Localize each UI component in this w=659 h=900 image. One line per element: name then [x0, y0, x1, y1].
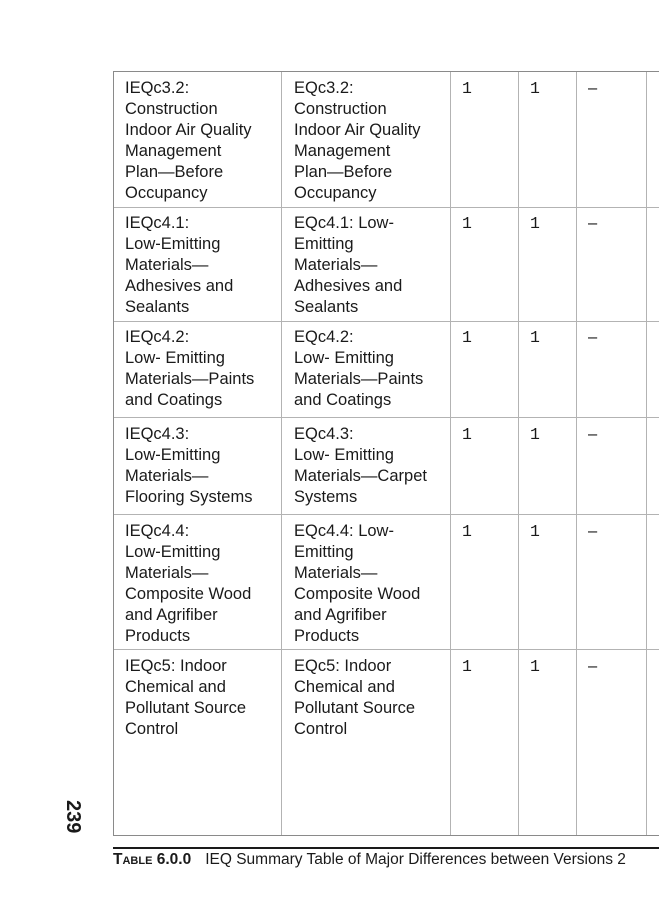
cell-line: and Coatings [294, 391, 392, 409]
dash-cell: – [588, 522, 598, 540]
points-cell: 1 [462, 425, 472, 444]
cell-line: Materials— [294, 256, 378, 274]
cell-line: Flooring Systems [125, 488, 253, 506]
cell-line: Sealants [125, 298, 190, 316]
v3-credit-cell [294, 78, 444, 204]
cell-line: Low-Emitting [125, 446, 221, 464]
v2-credit-cell [125, 424, 275, 508]
caption-rule [113, 847, 659, 849]
caption-text: IEQ Summary Table of Major Differences between Versions 2 [205, 851, 626, 868]
cell-line: EQc3.2: [294, 79, 354, 97]
points-cell: 1 [462, 79, 472, 98]
cell-line: and Agrifiber [125, 606, 218, 624]
cell-line: Products [125, 627, 191, 645]
cell-line: Control [294, 720, 348, 738]
cell-line: IEQc4.4: [125, 522, 190, 540]
cell-line: Construction [125, 100, 218, 118]
cell-line: Low- Emitting [294, 446, 394, 464]
cell-line: IEQc5: Indoor [125, 657, 227, 675]
row-divider [114, 417, 659, 418]
row-divider [114, 207, 659, 208]
v2-credit-cell [125, 213, 275, 318]
dash-cell: – [588, 657, 598, 675]
cell-line: EQc4.1: Low- [294, 214, 394, 232]
cell-line: Management [294, 142, 391, 160]
cell-line: Composite Wood [125, 585, 252, 603]
table-caption [113, 851, 659, 869]
v3-credit-cell [294, 521, 444, 647]
caption-label: Table 6.0.0 [113, 851, 192, 868]
cell-line: Materials— [125, 467, 209, 485]
v3-credit-cell [294, 327, 444, 411]
cell-line: IEQc4.2: [125, 328, 190, 346]
column-divider [646, 72, 647, 835]
cell-line: Sealants [294, 298, 359, 316]
points-cell: 1 [530, 522, 540, 541]
v2-credit-cell [125, 521, 275, 647]
cell-line: IEQc3.2: [125, 79, 190, 97]
cell-line: Adhesives and [294, 277, 403, 295]
cell-line: Occupancy [294, 184, 377, 202]
cell-line: Chemical and [294, 678, 395, 696]
points-cell: 1 [530, 425, 540, 444]
v3-credit-cell [294, 424, 444, 508]
points-cell: 1 [530, 328, 540, 347]
row-divider [114, 649, 659, 650]
cell-line: Materials— [125, 564, 209, 582]
v2-credit-cell [125, 656, 275, 740]
row-divider [114, 514, 659, 515]
cell-line: EQc5: Indoor [294, 657, 392, 675]
cell-line: Pollutant Source [294, 699, 416, 717]
cell-line: Emitting [294, 235, 354, 253]
cell-line: Low-Emitting [125, 235, 221, 253]
cell-line: Plan—Before [294, 163, 393, 181]
cell-line: Materials—Paints [294, 370, 424, 388]
v2-credit-cell [125, 78, 275, 204]
cell-line: Low- Emitting [125, 349, 225, 367]
column-divider [450, 72, 451, 835]
ieq-summary-table [113, 71, 659, 836]
v2-credit-cell [125, 327, 275, 411]
cell-line: EQc4.4: Low- [294, 522, 394, 540]
cell-line: Indoor Air Quality [294, 121, 421, 139]
cell-line: Materials— [125, 256, 209, 274]
cell-line: Materials—Carpet [294, 467, 427, 485]
cell-line: Low- Emitting [294, 349, 394, 367]
cell-line: Emitting [294, 543, 354, 561]
cell-line: Construction [294, 100, 387, 118]
points-cell: 1 [530, 214, 540, 233]
cell-line: Plan—Before [125, 163, 224, 181]
cell-line: and Coatings [125, 391, 223, 409]
cell-line: Pollutant Source [125, 699, 247, 717]
dash-cell: – [588, 425, 598, 443]
cell-line: Products [294, 627, 360, 645]
points-cell: 1 [530, 79, 540, 98]
dash-cell: – [588, 214, 598, 232]
column-divider [576, 72, 577, 835]
cell-line: Chemical and [125, 678, 226, 696]
cell-line: Control [125, 720, 179, 738]
cell-line: Composite Wood [294, 585, 421, 603]
page-number: 239 [62, 800, 84, 834]
v3-credit-cell [294, 213, 444, 318]
column-divider [281, 72, 282, 835]
points-cell: 1 [462, 522, 472, 541]
v3-credit-cell [294, 656, 444, 740]
cell-line: Adhesives and [125, 277, 234, 295]
dash-cell: – [588, 328, 598, 346]
column-divider [518, 72, 519, 835]
points-cell: 1 [462, 657, 472, 676]
cell-line: EQc4.2: [294, 328, 354, 346]
cell-line: Systems [294, 488, 358, 506]
cell-line: Occupancy [125, 184, 208, 202]
cell-line: IEQc4.1: [125, 214, 190, 232]
cell-line: EQc4.3: [294, 425, 354, 443]
cell-line: Management [125, 142, 222, 160]
cell-line: Materials—Paints [125, 370, 255, 388]
row-divider [114, 321, 659, 322]
cell-line: IEQc4.3: [125, 425, 190, 443]
cell-line: Low-Emitting [125, 543, 221, 561]
dash-cell: – [588, 79, 598, 97]
cell-line: Materials— [294, 564, 378, 582]
points-cell: 1 [530, 657, 540, 676]
cell-line: Indoor Air Quality [125, 121, 252, 139]
points-cell: 1 [462, 214, 472, 233]
cell-line: and Agrifiber [294, 606, 387, 624]
points-cell: 1 [462, 328, 472, 347]
